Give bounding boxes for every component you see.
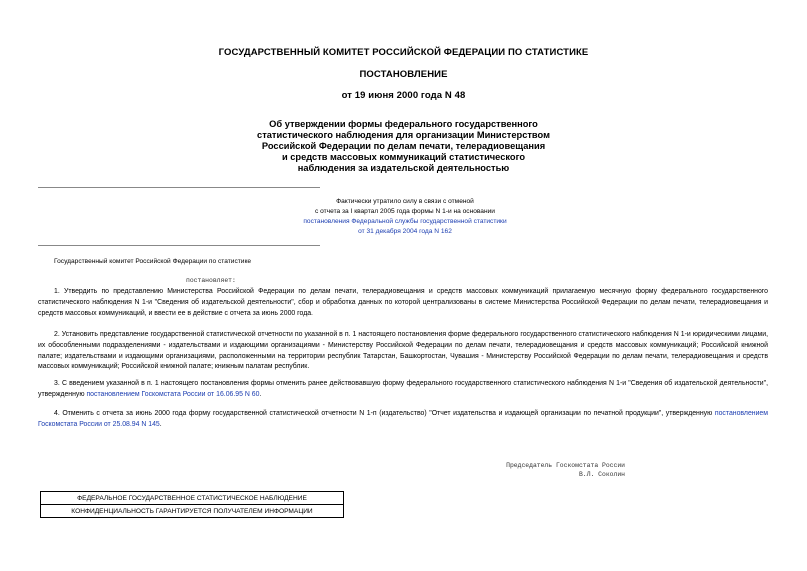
title-line: и средств массовых коммуникаций статистического bbox=[281, 152, 526, 162]
paragraph-4 bbox=[38, 409, 768, 431]
note-line: с отчета за I квартал 2005 года формы N 1-и на основании bbox=[315, 208, 495, 215]
doc-type-heading: ПОСТАНОВЛЕНИЕ bbox=[359, 69, 448, 80]
paragraph-4-link[interactable]: постановлением Госкомстата России от 25.08.94 N 145 bbox=[38, 410, 768, 428]
paragraph-3 bbox=[38, 379, 768, 401]
paragraph-2: 2. Установить представление государственной статистической отчетности по указанной в п. 1 настоящего постановления форме федерального государственного статистического наблюдения N 1-и юридическими лицами, их обособленными подразделениями - издательствами и издающими организациями - Министерству Российской Федерации по делам печати, телерадиовещания и средств массовых коммуникаций; Российской книжной палате; издательствами и издающими организациями, расположенными на территории республик Татарстан, Башкортостан, Чувашия - Министерству Российской Федерации по делам печати, телерадиовещания и средств массовых коммуникаций; Российской книжной палате; книжным палатам республик. bbox=[38, 331, 768, 371]
paragraph-3-end: . bbox=[259, 390, 262, 398]
signature-name: В.Л. Соколин bbox=[578, 471, 625, 478]
note-link-decree[interactable]: постановления Федеральной службы государственной статистики bbox=[303, 218, 507, 225]
title-line: наблюдения за издательской деятельностью bbox=[297, 163, 510, 173]
document-title bbox=[0, 119, 807, 174]
paragraph-4-end: . bbox=[159, 420, 162, 428]
signature-position: Председатель Госкомстата России bbox=[506, 462, 625, 469]
decree-word: постановляет: bbox=[186, 277, 236, 284]
title-line: Российской Федерации по делам печати, телерадиовещания bbox=[261, 141, 546, 151]
doc-date: от 19 июня 2000 года N 48 bbox=[341, 90, 466, 101]
note-link-date[interactable]: от 31 декабря 2004 года N 162 bbox=[358, 228, 452, 235]
paragraph-1: 1. Утвердить по представлению Министерства Российской Федерации по делам печати, телерадиовещания и средств массовых коммуникаций прилагаемую месячную форму федерального государственного статистического наблюдения N 1-и "Сведения об издательской деятельности", сбор и обработка данных по которой централизованы в системе Министерства Российской Федерации по делам печати, телерадиовещания и средств массовых коммуникаций, и ввести ее в действие с отчета за июнь 2000 года. bbox=[38, 288, 768, 317]
bottom-divider bbox=[38, 245, 320, 246]
title-line: Об утверждении формы федерального государственного bbox=[269, 119, 538, 129]
validity-note bbox=[240, 197, 570, 237]
paragraph-3-text: 3. С введением указанной в п. 1 настоящего постановления формы отменить ранее действовавшую форму федерального государственного статистического наблюдения N 1-и "Сведения об издательской деятельности", утвержденную bbox=[38, 380, 768, 398]
organization-heading: ГОСУДАРСТВЕННЫЙ КОМИТЕТ РОССИЙСКОЙ ФЕДЕРАЦИИ ПО СТАТИСТИКЕ bbox=[218, 47, 589, 58]
stamp-row-1: ФЕДЕРАЛЬНОЕ ГОСУДАРСТВЕННОЕ СТАТИСТИЧЕСКОЕ НАБЛЮДЕНИЕ bbox=[41, 492, 344, 505]
title-line: статистического наблюдения для организации Министерством bbox=[257, 130, 550, 140]
signature-block bbox=[470, 461, 625, 479]
confidentiality-stamp bbox=[40, 491, 344, 518]
note-line: Фактически утратило силу в связи с отменой bbox=[336, 198, 474, 205]
top-divider bbox=[38, 187, 320, 188]
paragraph-4-text: 4. Отменить с отчета за июнь 2000 года форму государственной статистической отчетности N 1-п (издательство) "Отчет издательства и издающей организации по печатной продукции", утвержденную bbox=[54, 410, 715, 417]
paragraph-3-link[interactable]: постановлением Госкомстата России от 16.06.95 N 60 bbox=[86, 390, 260, 398]
stamp-row-2: КОНФИДЕНЦИАЛЬНОСТЬ ГАРАНТИРУЕТСЯ ПОЛУЧАТЕЛЕМ ИНФОРМАЦИИ bbox=[41, 505, 344, 518]
intro-text: Государственный комитет Российской Федерации по статистике bbox=[54, 258, 252, 265]
